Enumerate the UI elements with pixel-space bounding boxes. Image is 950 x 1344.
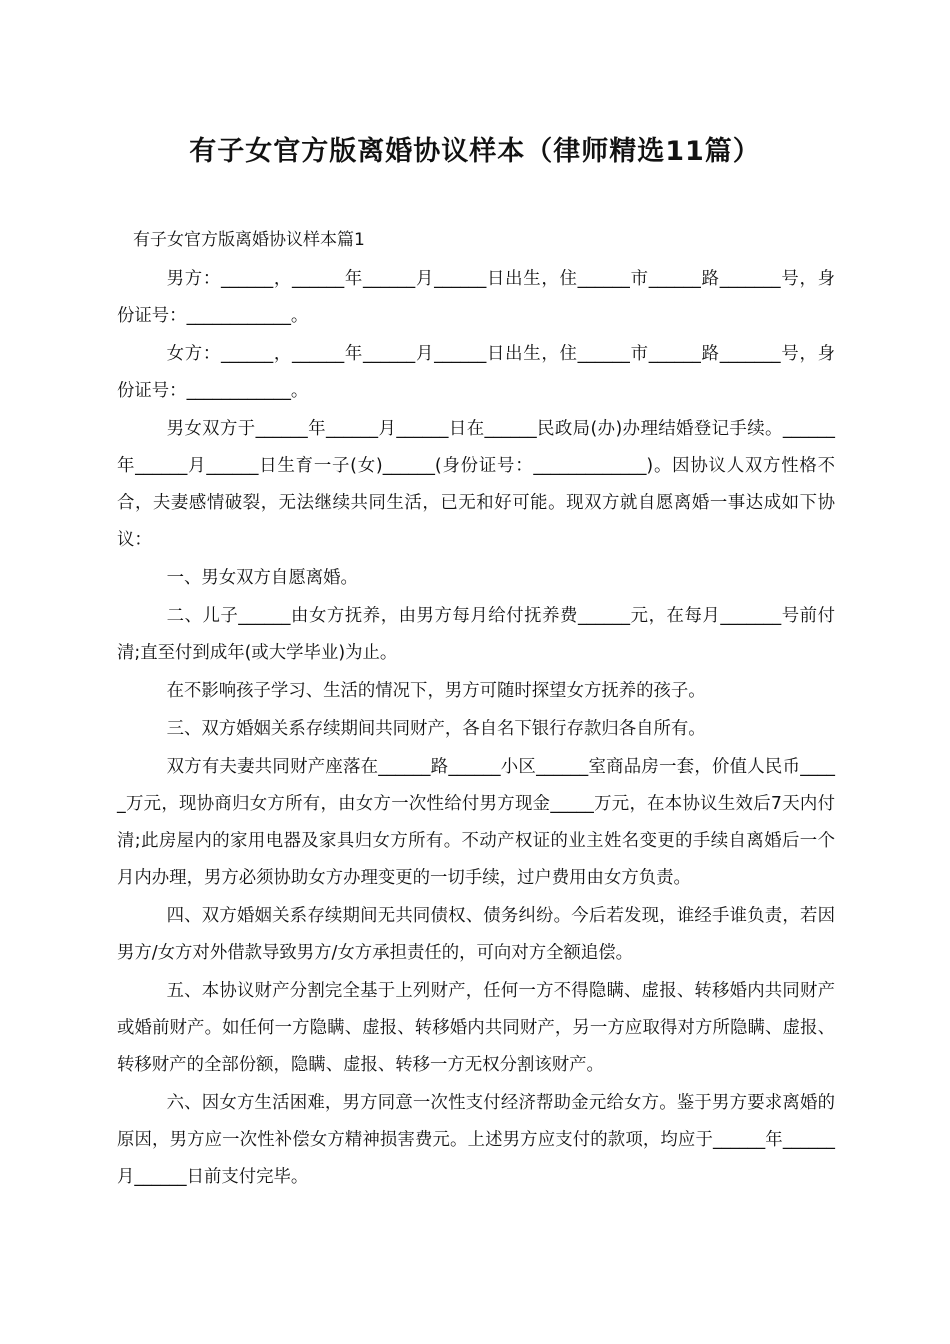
paragraph-clause-5: 五、本协议财产分割完全基于上列财产，任何一方不得隐瞒、虚报、转移婚内共同财产或婚前财产。如任何一方隐瞒、虚报、转移婚内共同财产，另一方应取得对方所隐瞒、虚报、转移财产的全部份额，隐瞒、虚报、转移一方无权分割该财产。 bbox=[117, 981, 835, 1075]
paragraph-wife-info: 女方：______，______年______月______日出生，住______市______路_______号，身份证号：____________。 bbox=[117, 344, 835, 401]
paragraph-clause-2: 二、儿子______由女方抚养，由男方每月给付抚养费______元，在每月_______号前付清;直至付到成年(或大学毕业)为止。 bbox=[117, 606, 835, 663]
paragraph-visitation: 在不影响孩子学习、生活的情况下，男方可随时探望女方抚养的孩子。 bbox=[166, 681, 706, 701]
section-heading: 有子女官方版离婚协议样本篇1 bbox=[133, 230, 365, 250]
paragraph-marriage-background: 男女双方于______年______月______日在______民政局(办)办理结婚登记手续。______年______月______日生育一子(女)______(身份证号：_____________)。因协议人双方性格不合，夫妻感情破裂，无法继续共同生活，已无和好可能。现双方就自愿离婚一事达成如下协议： bbox=[117, 419, 835, 550]
paragraph-clause-6: 六、因女方生活困难，男方同意一次性支付经济帮助金元给女方。鉴于男方要求离婚的原因，男方应一次性补偿女方精神损害费元。上述男方应支付的款项，均应于______年______月______日前支付完毕。 bbox=[117, 1093, 835, 1187]
paragraph-husband-info: 男方：______，______年______月______日出生，住______市______路_______号，身份证号：____________。 bbox=[117, 269, 835, 326]
document-title: 有子女官方版离婚协议样本（律师精选11篇） bbox=[189, 136, 761, 167]
paragraph-clause-4: 四、双方婚姻关系存续期间无共同债权、债务纠纷。今后若发现，谁经手谁负责，若因男方/女方对外借款导致男方/女方承担责任的，可向对方全额追偿。 bbox=[117, 906, 835, 963]
paragraph-clause-1: 一、男女双方自愿离婚。 bbox=[166, 568, 358, 588]
paragraph-clause-3: 三、双方婚姻关系存续期间共同财产，各自名下银行存款归各自所有。 bbox=[166, 719, 706, 739]
document-body bbox=[117, 261, 835, 1196]
paragraph-property: 双方有夫妻共同财产座落在______路______小区______室商品房一套，价值人民币_____万元，现协商归女方所有，由女方一次性给付男方现金_____万元，在本协议生效后7天内付清;此房屋内的家用电器及家具归女方所有。不动产权证的业主姓名变更的手续自离婚后一个月内办理，男方必须协助女方办理变更的一切手续，过户费用由女方负责。 bbox=[117, 757, 835, 888]
